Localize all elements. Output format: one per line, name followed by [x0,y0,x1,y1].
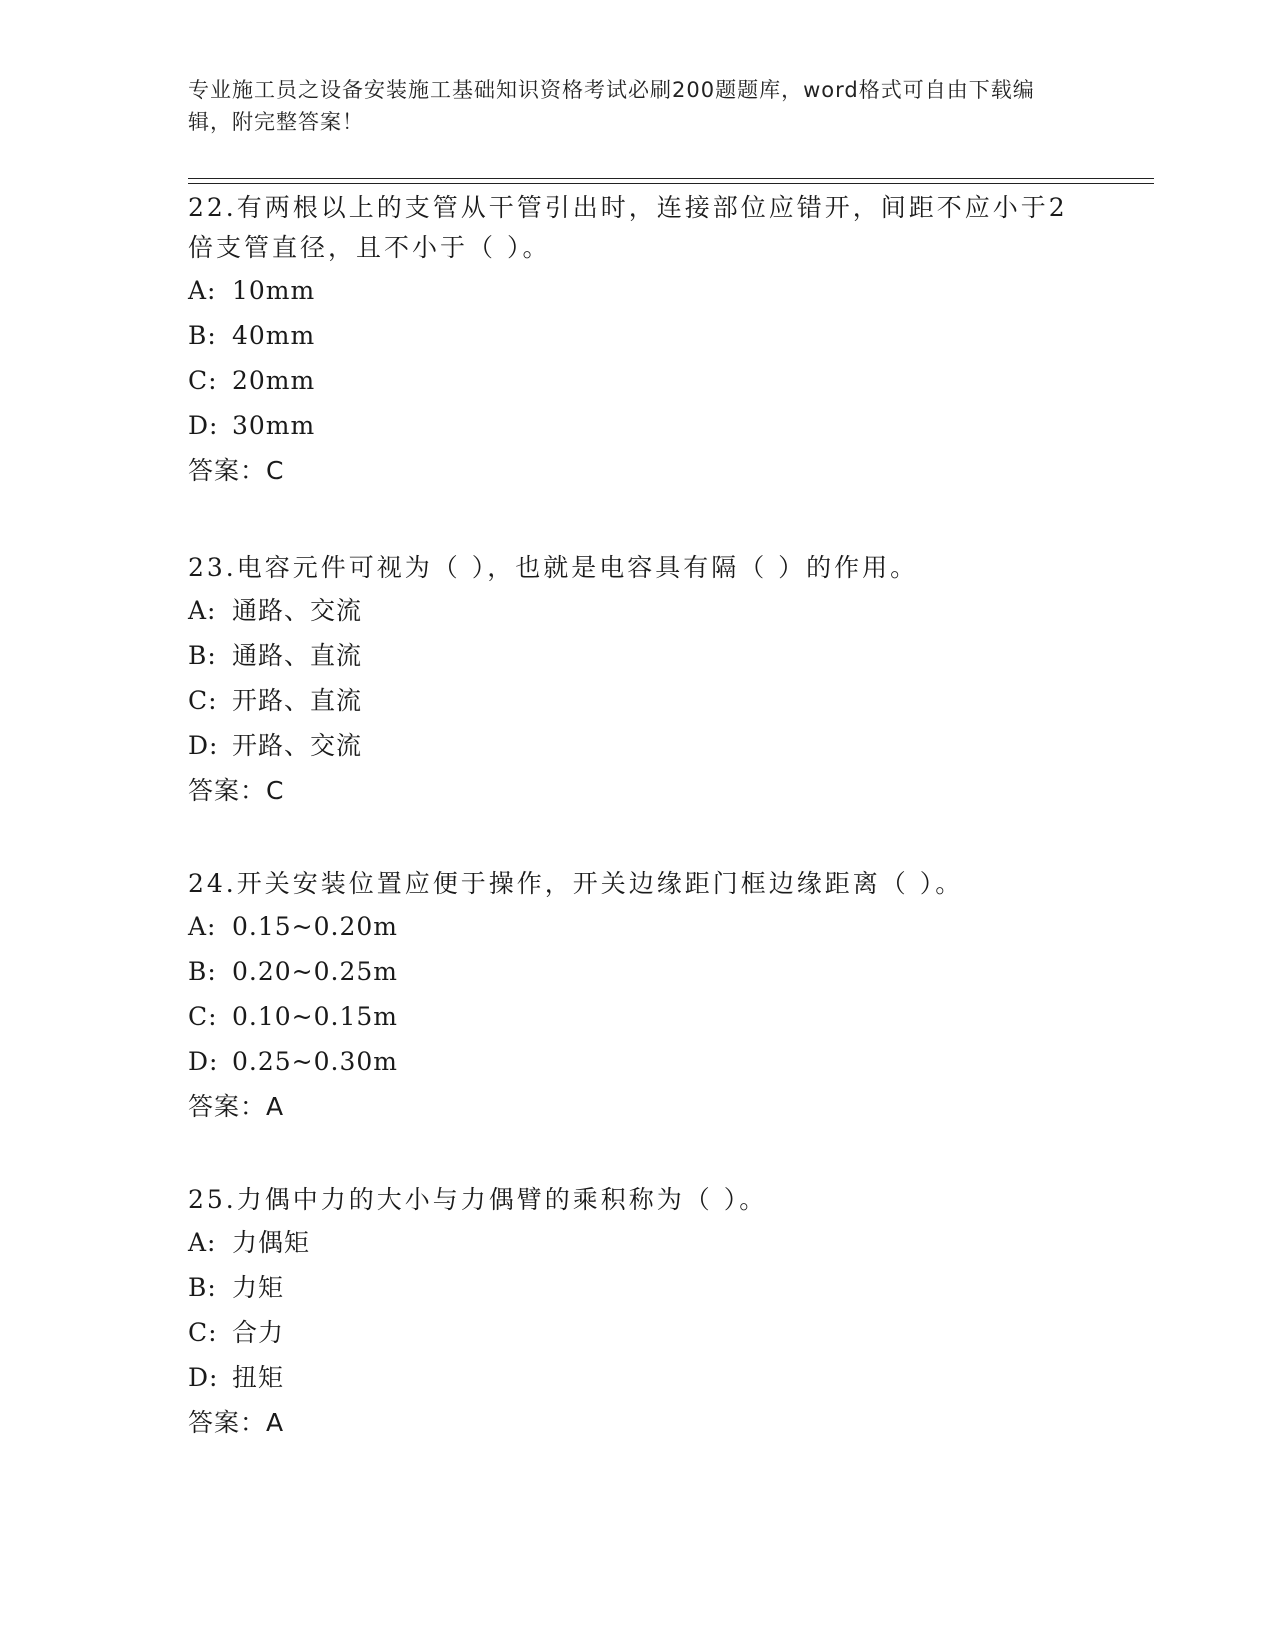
option-text: 合力 [232,1318,285,1347]
option-d [188,1355,1088,1400]
option-text: 0.20~0.25m [232,957,398,986]
option-text: 通路、直流 [232,641,363,670]
option-letter: A: [188,596,217,625]
question-text: 24.开关安装位置应便于操作，开关边缘距门框边缘距离（ ）。 [188,869,964,898]
option-text: 扭矩 [232,1363,285,1392]
option-letter: C: [188,686,218,715]
option-letter: B: [188,321,217,350]
option-text: 10mm [232,276,316,305]
option-b [188,1265,1088,1310]
option-text: 开路、交流 [232,731,363,760]
header-divider-bottom [188,183,1154,184]
option-b [188,313,1088,358]
option-c [188,994,1088,1039]
option-text: 0.10~0.15m [232,1002,398,1031]
question-23 [188,548,1088,813]
question-text: 23.电容元件可视为（ ），也就是电容具有隔（ ）的作用。 [188,553,919,582]
option-letter: D: [188,1047,219,1076]
option-letter: B: [188,957,217,986]
option-letter: A: [188,912,217,941]
option-text: 开路、直流 [232,686,363,715]
option-c [188,678,1088,723]
option-b [188,633,1088,678]
option-letter: B: [188,641,217,670]
option-letter: D: [188,411,219,440]
option-text: 40mm [232,321,316,350]
option-d [188,723,1088,768]
option-letter: A: [188,276,217,305]
option-text: 力偶矩 [232,1228,311,1257]
header-divider-top [188,178,1154,179]
answer-line: 答案：A [188,1092,285,1121]
question-22 [188,188,1088,493]
option-letter: C: [188,1002,218,1031]
answer-line: 答案：A [188,1408,285,1437]
option-b [188,949,1088,994]
option-a [188,268,1088,313]
question-text: 25.力偶中力的大小与力偶臂的乘积称为（ ）。 [188,1185,768,1214]
option-letter: A: [188,1228,217,1257]
option-a [188,588,1088,633]
option-text: 力矩 [232,1273,285,1302]
option-letter: C: [188,1318,218,1347]
option-d [188,1039,1088,1084]
document-header: 专业施工员之设备安装施工基础知识资格考试必刷200题题库，word格式可自由下载编辑，附完整答案！ [188,78,1035,134]
answer-line: 答案：C [188,456,285,485]
option-letter: B: [188,1273,217,1302]
option-text: 通路、交流 [232,596,363,625]
option-text: 30mm [232,411,316,440]
question-24 [188,864,1088,1129]
option-text: 0.25~0.30m [232,1047,398,1076]
question-text: 22.有两根以上的支管从干管引出时，连接部位应错开，间距不应小于2倍支管直径，且不小于（ ）。 [188,193,1068,262]
option-text: 0.15~0.20m [232,912,398,941]
option-d [188,403,1088,448]
option-text: 20mm [232,366,316,395]
answer-line: 答案：C [188,776,285,805]
option-letter: D: [188,1363,219,1392]
option-c [188,1310,1088,1355]
question-25 [188,1180,1088,1445]
option-c [188,358,1088,403]
option-letter: D: [188,731,219,760]
option-a [188,1220,1088,1265]
option-letter: C: [188,366,218,395]
option-a [188,904,1088,949]
